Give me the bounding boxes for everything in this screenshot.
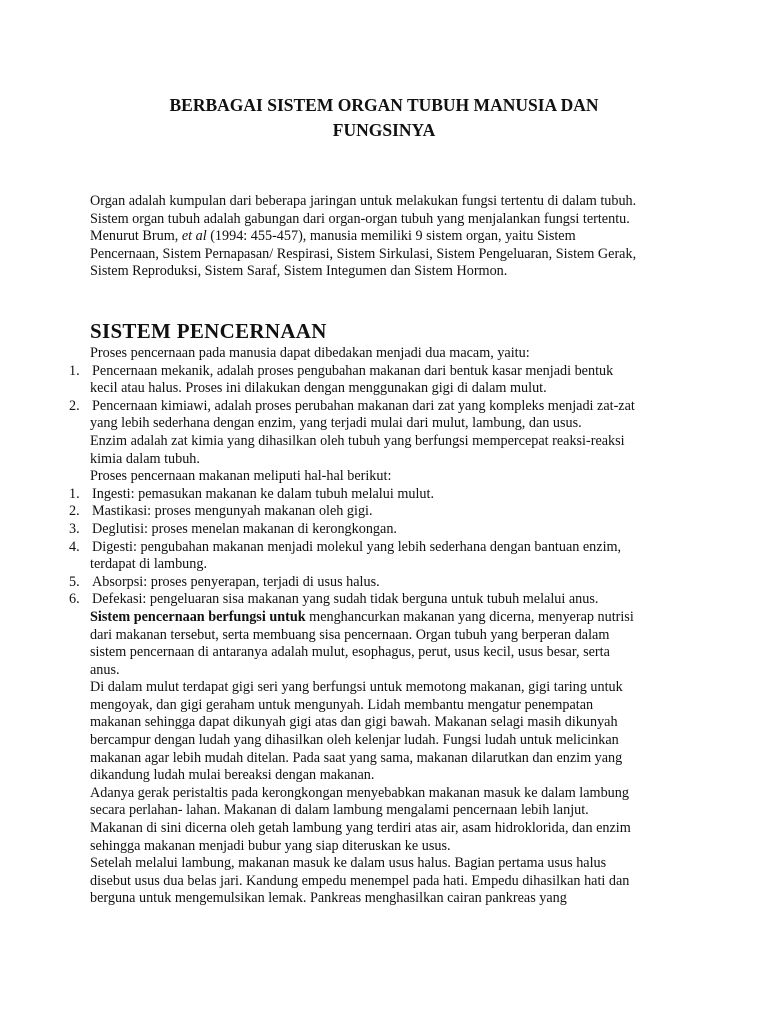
list-item: 5. Absorpsi: proses penyerapan, terjadi di usus halus.: [69, 573, 380, 590]
paragraph-line: dikandung ludah mulai bereaksi dengan makanan.: [90, 767, 375, 784]
paragraph-line: secara perlahan- lahan. Makanan di dalam lambung mengalami pencernaan lebih lanjut.: [90, 802, 589, 819]
paragraph-line: Sistem pencernaan berfungsi untuk menghancurkan makanan yang dicerna, menyerap nutrisi: [90, 608, 634, 625]
intro-line: Sistem Reproduksi, Sistem Saraf, Sistem Integumen dan Sistem Hormon.: [90, 263, 508, 280]
title-line-2: FUNGSINYA: [332, 120, 436, 140]
paragraph-line: disebut usus dua belas jari. Kandung empedu menempel pada hati. Empedu dihasilkan hati dan: [90, 872, 630, 889]
intro-line: Organ adalah kumpulan dari beberapa jaringan untuk melakukan fungsi tertentu di dalam tubuh.: [90, 193, 637, 209]
paragraph-line: Proses pencernaan pada manusia dapat dibedakan menjadi dua macam, yaitu:: [90, 345, 530, 361]
et-al-italic: et al: [181, 228, 207, 245]
intro-line: Pencernaan, Sistem Pernapasan/ Respirasi, Sistem Sirkulasi, Sistem Pengeluaran, Sistem Gerak,: [90, 245, 637, 262]
paragraph-line: sehingga makanan menjadi bubur yang siap diteruskan ke usus.: [90, 837, 451, 854]
paragraph-line: dari makanan tersebut, serta membuang sisa pencernaan. Organ tubuh yang berperan dalam: [90, 626, 610, 643]
section-heading: SISTEM PENCERNAAN: [90, 319, 327, 343]
list-item-continuation: kecil atau halus. Proses ini dilakukan dengan menggunakan gigi di dalam mulut.: [90, 380, 547, 397]
paragraph-line: kimia dalam tubuh.: [90, 450, 200, 467]
paragraph-line: berguna untuk mengemulsikan lemak. Pankreas menghasilkan cairan pankreas yang: [90, 890, 567, 907]
list-item: 4. Digesti: pengubahan makanan menjadi molekul yang lebih sederhana dengan bantuan enzim,: [69, 538, 622, 555]
list-item: 2. Mastikasi: proses mengunyah makanan oleh gigi.: [69, 503, 373, 520]
paragraph-line: Proses pencernaan makanan meliputi hal-hal berikut:: [90, 468, 392, 485]
paragraph-line: sistem pencernaan di antaranya adalah mulut, esophagus, perut, usus kecil, usus besar, serta: [90, 644, 610, 661]
page-title: [0, 93, 768, 143]
paragraph-line: Setelah melalui lambung, makanan masuk ke dalam usus halus. Bagian pertama usus halus: [90, 855, 607, 872]
title-line-1: BERBAGAI SISTEM ORGAN TUBUH MANUSIA DAN: [169, 95, 599, 115]
paragraph-line: makanan agar lebih mudah ditelan. Pada saat yang sama, makanan dilarutkan dan enzim yang: [90, 749, 623, 766]
intro-paragraph: [90, 193, 690, 281]
list-item: 2. Pencernaan kimiawi, adalah proses perubahan makanan dari zat yang kompleks menjadi zat-zat: [69, 397, 635, 414]
paragraph-line: anus.: [90, 661, 120, 678]
intro-line: Sistem organ tubuh adalah gabungan dari organ-organ tubuh yang menjalankan fungsi tertentu.: [90, 210, 630, 227]
paragraph-line: Adanya gerak peristaltis pada kerongkongan menyebabkan makanan masuk ke dalam lambung: [90, 784, 629, 801]
list-item-continuation: yang lebih sederhana dengan enzim, yang terjadi mulai dari mulut, lambung, dan usus.: [90, 415, 582, 432]
paragraph-line: mengoyak, dan gigi geraham untuk mengunyah. Lidah membantu mengatur penempatan: [90, 696, 594, 713]
list-item: 6. Defekasi: pengeluaran sisa makanan yang sudah tidak berguna untuk tubuh melalui anus.: [69, 591, 599, 608]
section-body: [0, 345, 768, 908]
intro-line: Menurut Brum, et al (1994: 455-457), manusia memiliki 9 sistem organ, yaitu Sistem: [90, 228, 576, 245]
paragraph-line: bercampur dengan ludah yang dihasilkan oleh kelenjar ludah. Fungsi ludah untuk melicinkan: [90, 732, 619, 749]
list-item-continuation: terdapat di lambung.: [90, 556, 208, 573]
paragraph-line: Di dalam mulut terdapat gigi seri yang berfungsi untuk memotong makanan, gigi taring untuk: [90, 679, 623, 696]
paragraph-line: makanan sehingga dapat dikunyah gigi atas dan gigi bawah. Makanan selagi masih dikunyah: [90, 714, 618, 731]
list-item: 1. Pencernaan mekanik, adalah proses pengubahan makanan dari bentuk kasar menjadi bentuk: [69, 362, 614, 379]
list-item: 3. Deglutisi: proses menelan makanan di kerongkongan.: [69, 520, 397, 537]
paragraph-line: Makanan di sini dicerna oleh getah lambung yang terdiri atas air, asam hidroklorida, dan enzim: [90, 820, 631, 837]
bold-phrase: Sistem pencernaan berfungsi untuk: [90, 608, 306, 625]
paragraph-line: Enzim adalah zat kimia yang dihasilkan oleh tubuh yang berfungsi mempercepat reaksi-reaksi: [90, 432, 625, 449]
list-item: 1. Ingesti: pemasukan makanan ke dalam tubuh melalui mulut.: [69, 485, 434, 502]
